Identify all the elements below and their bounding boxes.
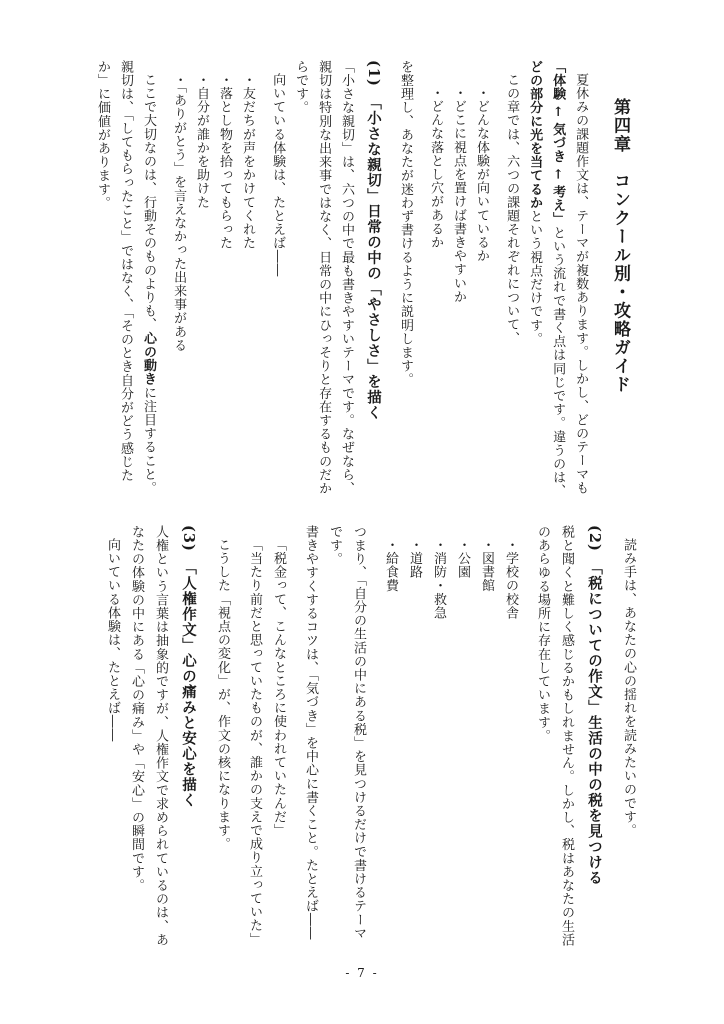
sec2-bullet: ・消防・救急 [431,538,446,620]
intro-line-1: 夏休みの課題作文は、テーマが複数あります。しかし、どのテーマも [573,73,589,495]
sec3-para-line: 人権という言葉は抽象的ですが、人権作文で求められているのは、あ [153,525,168,947]
sec2-quote: 「当たり前だと思っていたものが、誰かの支えで成り立っていた」 [247,538,262,946]
sec2-bullet: ・給食費 [383,538,398,593]
sec2-para-line: です。 [327,525,342,566]
sec1-para-line: 「小さな親切」は、六つの中で最も書きやすいテーマです。なぜなら、 [339,60,355,496]
sec2-bullet: ・図書館 [479,538,494,593]
sec1-bullet: ・落とし物を拾ってもらった [217,73,233,250]
sec1-para-line: 親切は、「してもらったこと」ではなく、「そのとき自分がどう感じた [117,60,133,483]
chapter-title: 第四章 コンクール別・攻略ガイド [610,98,630,394]
sec2-para-line: のあらゆる場所に存在しています。 [535,525,550,743]
continuation-line: 読み手は、あなたの心の揺れを読みたいのです。 [621,538,636,838]
intro-bullet: ・どんな体験が向いているか [474,86,490,263]
sec1-para-line: 向いている体験は、たとえば―― [270,73,286,277]
sec2-para-line: つまり、「自分の生活の中にある税」を見つけるだけで書けるテーマ [351,525,366,941]
intro-line-4: この章では、六つの課題それぞれについて、 [504,73,520,345]
intro-bullet: ・どこに視点を置けば書きやすいか [451,86,467,304]
intro-line-5: を整理し、あなたが迷わず書けるように説明します。 [397,60,413,387]
sec2-bullet: ・学校の校舎 [503,538,518,620]
sec1-bullet: ・「ありがとう」を言えなかった出来事がある [171,73,187,353]
page-number: - 7 - [345,966,379,980]
top-half [95,60,630,500]
sec1-bullet: ・自分が誰かを助けた [194,73,210,209]
sec2-para-line: こうした「視点の変化」が、作文の核になります。 [215,538,230,851]
sec1-para-line: ここで大切なのは、行動そのものよりも、心の動きに注目すること。 [140,73,156,495]
bottom-half [95,525,635,945]
section-1-heading: (1) 「小さな親切」日常の中の「やさしさ」を描く [365,60,382,421]
sec3-para-line: 向いている体験は、たとえば―― [105,538,120,742]
section-3-heading: (3) 「人権作文」心の痛みと安心を描く [180,525,197,809]
sec1-para-line: か」に価値があります。 [95,60,110,210]
sec1-para-line: 親切は特別な出来事ではなく、日常の中にひっそりと存在するものだか [316,60,332,496]
intro-bullet: ・どんな落とし穴があるか [428,86,444,250]
intro-line-3: どの部分に光を当てるかという視点だけです。 [527,60,543,346]
sec2-para-line: 税と聞くと難しく感じるかもしれません。しかし、税はあなたの生活 [559,525,574,947]
sec2-para-line: 書きやすくするコツは、「気づき」を中心に書くこと。たとえば―― [303,525,318,941]
section-2-heading: (2) 「税についての作文」生活の中の税を見つける [586,525,603,886]
sec1-para-line: らです。 [293,60,309,115]
sec2-bullet: ・公園 [455,538,470,579]
sec3-para-line: なたの体験の中にある「心の痛み」や「安心」の瞬間です。 [129,525,144,893]
sec2-bullet: ・道路 [407,538,422,579]
intro-line-2: 「体験 ← 気づき ← 考え」という流れで書く点は同じです。違うのは、 [550,60,566,498]
sec2-quote: 「税金って、こんなところに使われていたんだ」 [271,538,286,838]
sec1-bullet: ・友だちが声をかけてくれた [239,73,255,250]
